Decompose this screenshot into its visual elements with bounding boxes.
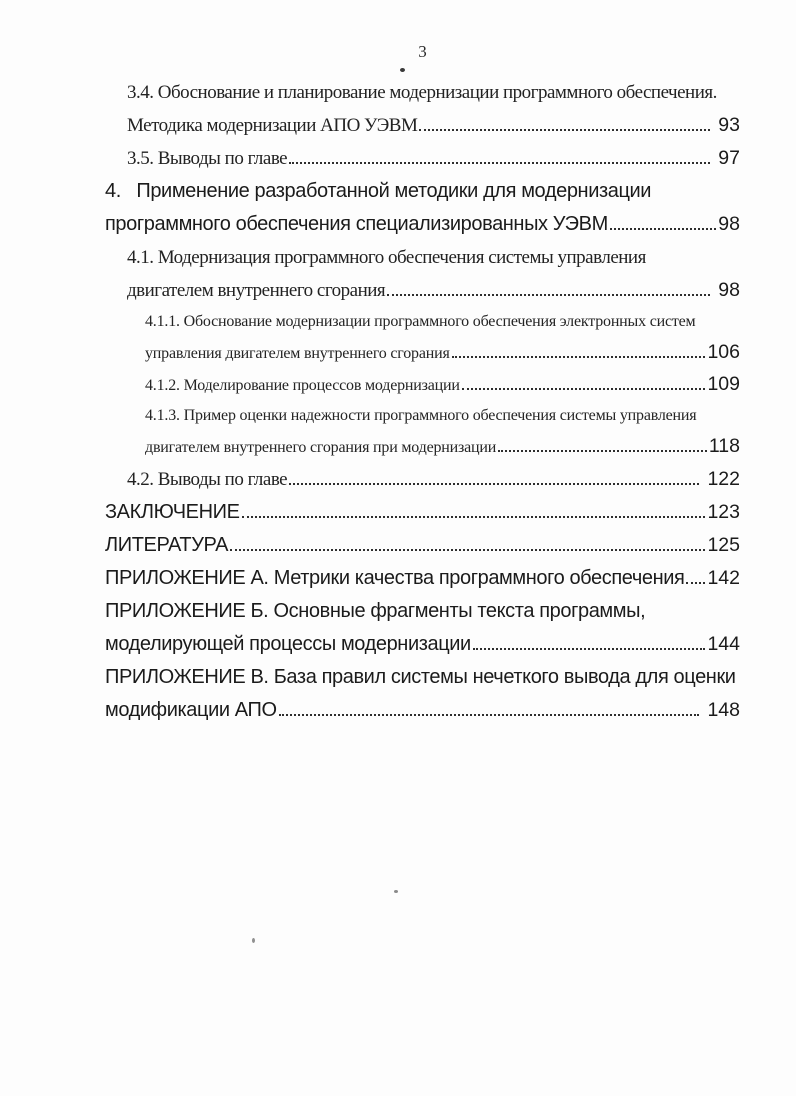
toc-line bbox=[105, 142, 740, 175]
toc-text: ЗАКЛЮЧЕНИЕ bbox=[105, 501, 240, 523]
toc-page-ref: 148 bbox=[707, 699, 740, 721]
toc-page-ref: 106 bbox=[707, 341, 740, 363]
page-number: 3 bbox=[418, 42, 427, 61]
ink-speck bbox=[394, 890, 398, 893]
toc-text: 4.1. Модернизация программного обеспечения системы управления bbox=[127, 247, 646, 268]
toc-text: ПРИЛОЖЕНИЕ А. Метрики качества программного обеспечения bbox=[105, 567, 685, 589]
dot-leader bbox=[387, 294, 710, 296]
dot-leader bbox=[498, 450, 707, 452]
toc-text: 4.1.3. Пример оценки надежности программного обеспечения системы управления bbox=[145, 407, 697, 424]
dot-leader bbox=[473, 648, 706, 650]
toc-page-ref: 118 bbox=[708, 435, 740, 457]
toc-page-ref: 123 bbox=[707, 501, 740, 523]
dot-leader bbox=[242, 516, 706, 518]
toc-line bbox=[105, 529, 740, 562]
toc-text: 4.1.2. Моделирование процессов модернизации bbox=[145, 377, 460, 394]
dot-leader bbox=[289, 483, 699, 485]
toc-line bbox=[105, 661, 740, 694]
dot-leader bbox=[419, 129, 710, 131]
toc-text: 3.5. Выводы по главе bbox=[127, 148, 288, 169]
toc-text: ПРИЛОЖЕНИЕ В. База правил системы нечеткого вывода для оценки bbox=[105, 666, 736, 688]
toc-text: управления двигателем внутреннего сгорания bbox=[145, 345, 450, 362]
dot-leader bbox=[289, 162, 710, 164]
toc-line bbox=[105, 307, 740, 337]
toc-line bbox=[105, 274, 740, 307]
toc-text: модификации АПО bbox=[105, 699, 277, 721]
toc-line bbox=[105, 562, 740, 595]
ink-speck bbox=[400, 68, 405, 72]
toc-page-ref: 142 bbox=[707, 567, 740, 589]
dot-leader bbox=[452, 356, 706, 358]
dot-leader bbox=[610, 228, 716, 230]
dot-leader bbox=[686, 582, 705, 584]
toc-line bbox=[105, 463, 740, 496]
toc-text: 3.4. Обоснование и планирование модернизации программного обеспечения. bbox=[127, 82, 717, 103]
toc-text: Методика модернизации АПО УЭВМ bbox=[127, 115, 418, 136]
toc-line bbox=[105, 241, 740, 274]
toc-text: двигателем внутреннего сгорания при модернизации bbox=[145, 439, 497, 456]
toc-text: 4.2. Выводы по главе bbox=[127, 469, 288, 490]
toc-line bbox=[105, 369, 740, 401]
toc-line bbox=[105, 431, 740, 463]
toc-page-ref: 109 bbox=[707, 373, 740, 395]
toc-page-ref: 122 bbox=[707, 468, 740, 490]
toc-line bbox=[105, 496, 740, 529]
toc-text: ПРИЛОЖЕНИЕ Б. Основные фрагменты текста программы, bbox=[105, 600, 646, 622]
toc-text: моделирующей процессы модернизации bbox=[105, 633, 471, 655]
toc-line bbox=[105, 595, 740, 628]
toc-text: 4.1.1. Обоснование модернизации программного обеспечения электронных систем bbox=[145, 313, 696, 330]
dot-leader bbox=[462, 388, 706, 390]
toc-line bbox=[105, 401, 740, 431]
toc-page-ref: 144 bbox=[707, 633, 740, 655]
toc-page-ref: 93 bbox=[718, 114, 740, 136]
ink-speck bbox=[252, 938, 255, 943]
toc-line bbox=[105, 628, 740, 661]
toc-line bbox=[105, 337, 740, 369]
toc-page-ref: 98 bbox=[718, 279, 740, 301]
toc-line bbox=[105, 76, 740, 109]
table-of-contents bbox=[105, 42, 740, 727]
toc-line bbox=[105, 208, 740, 241]
toc-page-ref: 125 bbox=[707, 534, 740, 556]
toc-page-ref: 97 bbox=[718, 147, 740, 169]
toc-text: программного обеспечения специализированных УЭВМ bbox=[105, 213, 608, 235]
toc-page-ref: 98 bbox=[718, 213, 740, 235]
dot-leader bbox=[230, 549, 705, 551]
toc-text: двигателем внутреннего сгорания bbox=[127, 280, 386, 301]
toc-text: ЛИТЕРАТУРА bbox=[105, 534, 229, 556]
dot-leader bbox=[279, 714, 700, 716]
toc-text: 4. Применение разработанной методики для модернизации bbox=[105, 180, 652, 202]
toc-line bbox=[105, 175, 740, 208]
toc-line bbox=[105, 694, 740, 727]
toc-line bbox=[105, 109, 740, 142]
